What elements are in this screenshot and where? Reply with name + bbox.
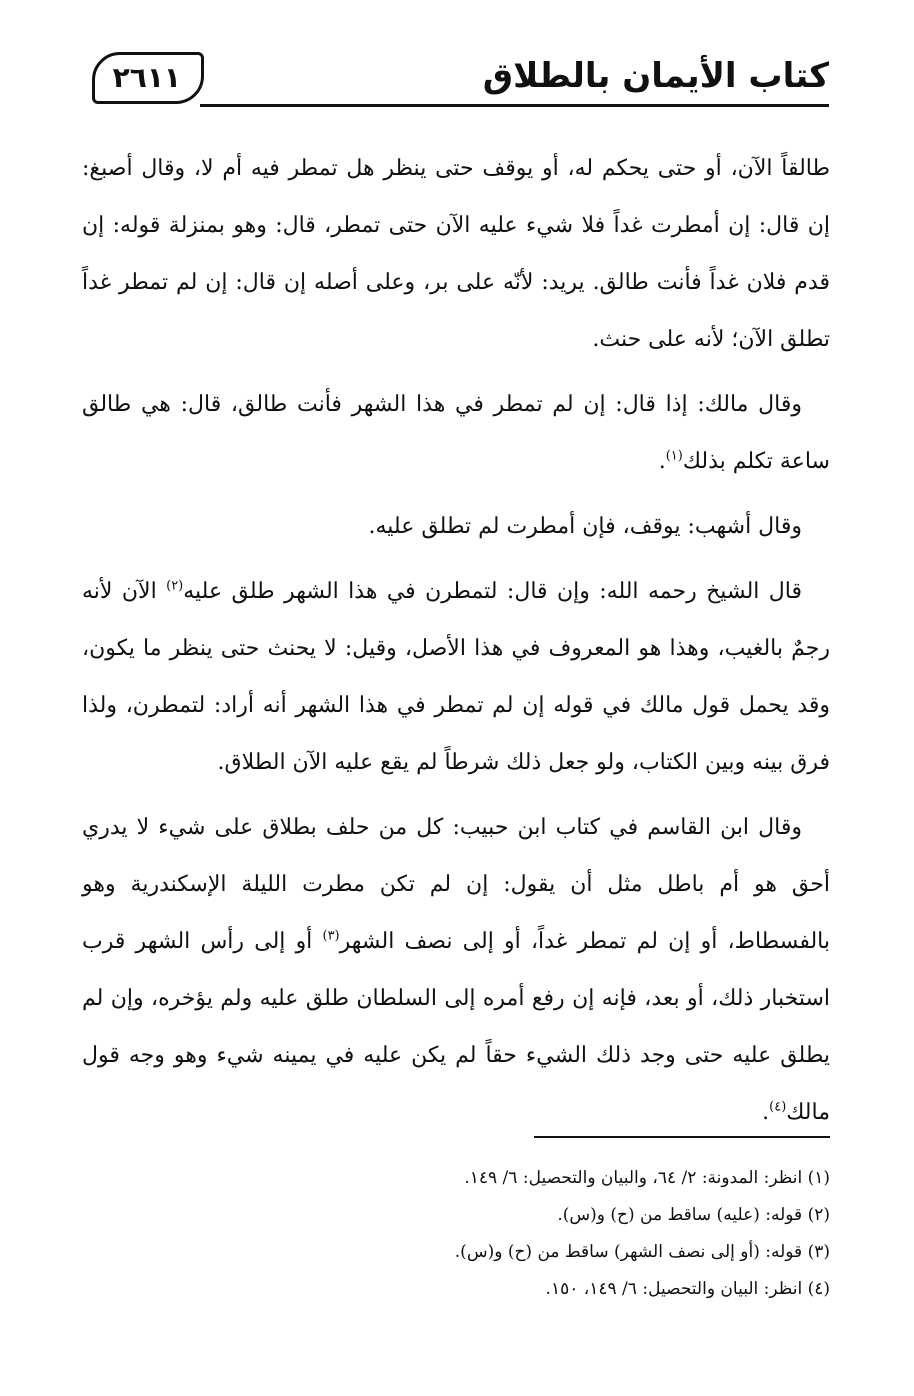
book-title: كتاب الأيمان بالطلاق <box>482 56 829 96</box>
page-number: ٢٦١١ <box>112 61 181 94</box>
paragraph-text: وقال أشهب: يوقف، فإن أمطرت لم تطلق عليه. <box>368 514 802 539</box>
paragraph-text: . <box>762 1100 770 1125</box>
paragraph-text: وقال ابن القاسم في كتاب ابن حبيب: كل من حلف بطلاق على شيء لا يدري أحق هو أم باطل مثل أن يقول: إن لم تكن مطرت الليلة الإسكندرية وهو بالفسطاط، أو إن لم تمطر غداً، أو إلى نصف الشهر <box>82 815 830 954</box>
paragraph <box>82 563 830 791</box>
page-number-frame <box>92 52 204 104</box>
footnote-item: (٢) قوله: (عليه) ساقط من (ح) و(س). <box>557 1205 830 1225</box>
footnote-reference: (٢) <box>166 578 184 594</box>
main-text <box>82 140 830 1149</box>
footnote-item: (٤) انظر: البيان والتحصيل: ٦/ ١٤٩، ١٥٠. <box>545 1279 830 1299</box>
paragraph-text: الآن لأنه رجمٌ بالغيب، وهذا هو المعروف في هذا الأصل، وقيل: لا يحنث حتى ينظر ما يكون، وقد يحمل قول مالك في قوله إن لم تمطر في هذا الشهر أنه أراد: لتمطرن، ولذا فرق بينه وبين الكتاب، ولو جعل ذلك شرطاً لم يقع عليه الآن الطلاق. <box>82 579 830 775</box>
footnote-reference: (٣) <box>322 928 340 944</box>
footnote-item: (٣) قوله: (أو إلى نصف الشهر) ساقط من (ح) و(س). <box>454 1242 830 1262</box>
paragraph-text: طالقاً الآن، أو حتى يحكم له، أو يوقف حتى ينظر هل تمطر فيه أم لا، وقال أصبغ: إن قال: إن أمطرت غداً فلا شيء عليه الآن حتى تمطر، قال: وهو بمنزلة قوله: إن قدم فلان غداً فأنت طالق. يريد: لأنّه على بر، وعلى أصله إن قال: إن لم تمطر غداً تطلق الآن؛ لأنه على حنث. <box>82 156 830 352</box>
paragraph <box>82 498 830 555</box>
footnotes <box>82 1160 830 1308</box>
paragraph-text: قال الشيخ رحمه الله: وإن قال: لتمطرن في هذا الشهر طلق عليه <box>183 579 802 604</box>
page-header <box>80 50 829 120</box>
footnote-reference: (٤) <box>769 1099 787 1115</box>
paragraph-text: أو إلى رأس الشهر قرب استخبار ذلك، أو بعد، فإنه إن رفع أمره إلى السلطان طلق عليه ولم يؤخره، وإن لم يطلق عليه حتى وجد ذلك الشيء حقاً لم يكن عليه في يمينه شيء وهو وجه قول مالك <box>82 929 831 1125</box>
footnote-item: (١) انظر: المدونة: ٢/ ٦٤، والبيان والتحصيل: ٦/ ١٤٩. <box>464 1168 830 1188</box>
paragraph <box>82 799 830 1141</box>
paragraph-text: . <box>658 449 666 474</box>
footnote-reference: (١) <box>665 448 683 464</box>
paragraph-text: وقال مالك: إذا قال: إن لم تمطر في هذا الشهر فأنت طالق، قال: هي طالق ساعة تكلم بذلك <box>82 392 830 474</box>
paragraph <box>82 140 830 368</box>
header-rule <box>200 104 829 107</box>
footnote-separator <box>534 1136 830 1138</box>
paragraph <box>82 376 830 490</box>
